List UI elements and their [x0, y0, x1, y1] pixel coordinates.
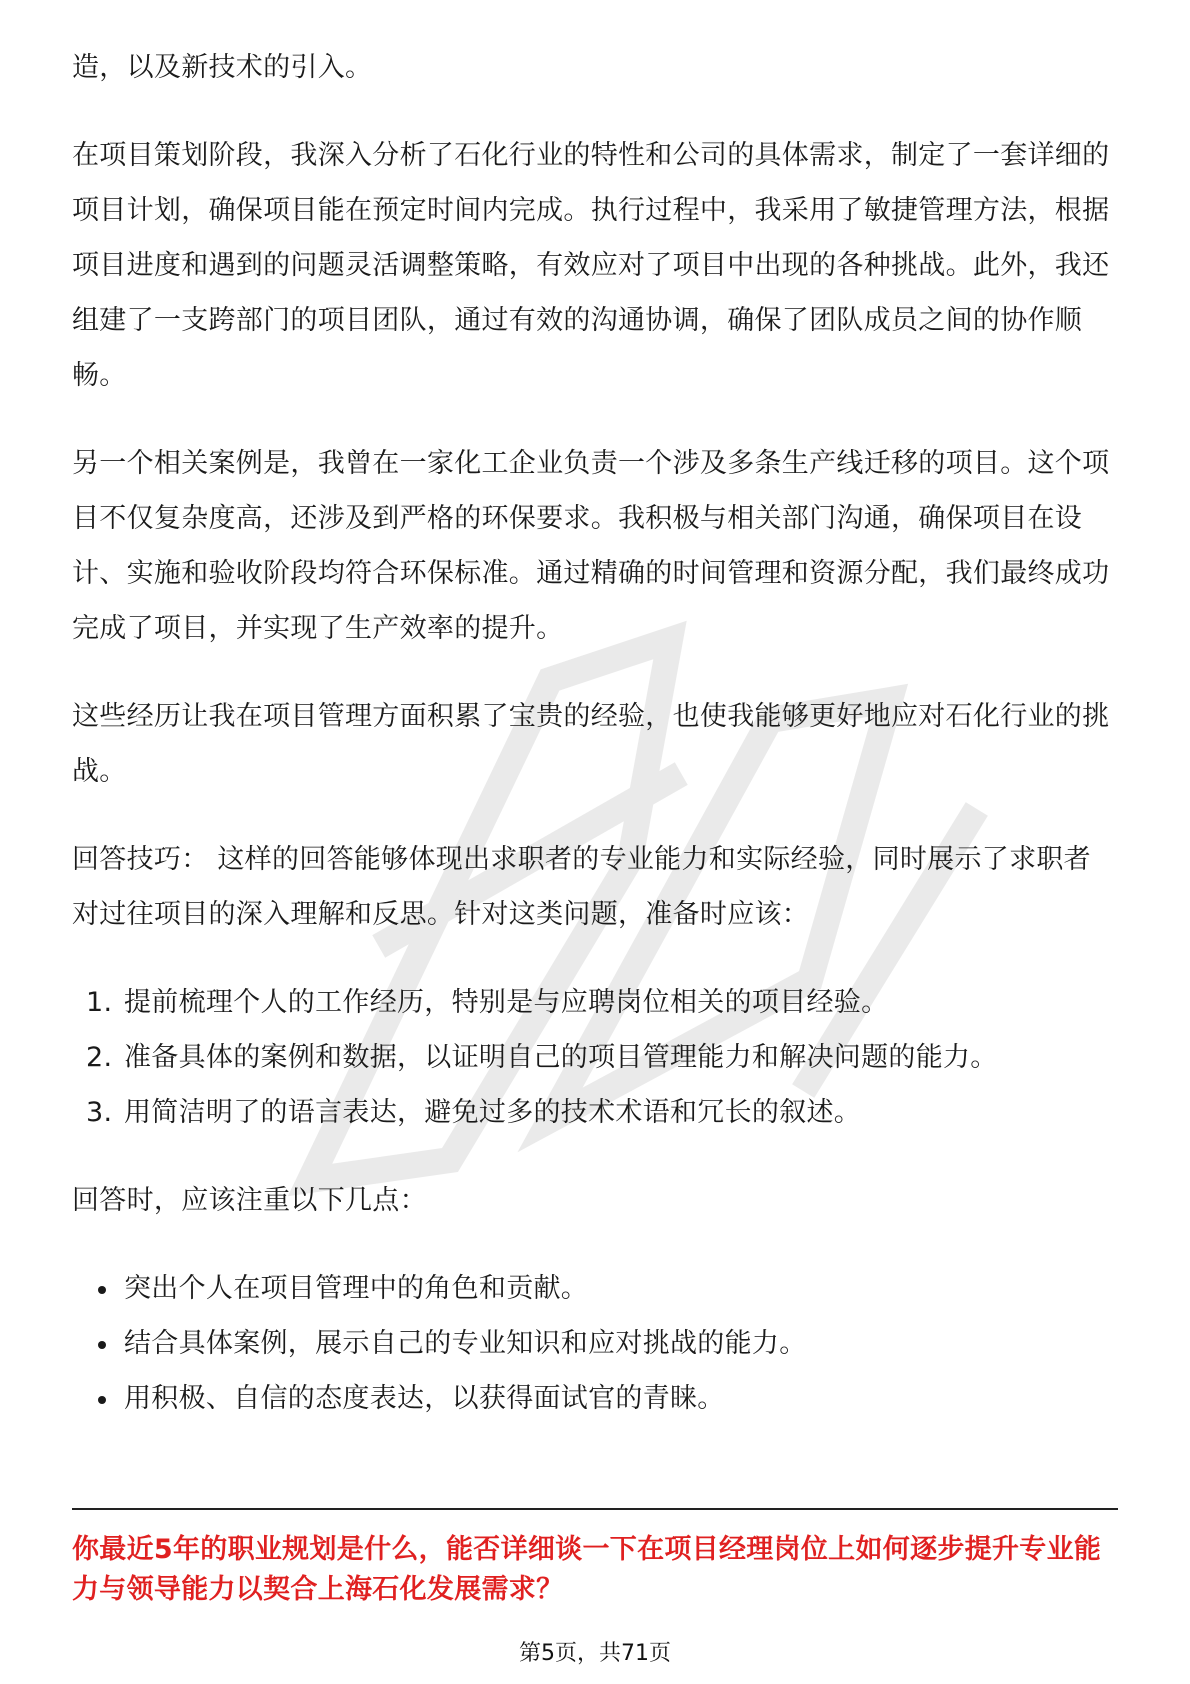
paragraph: 造，以及新技术的引入。 — [72, 52, 373, 83]
list-number: 3. — [86, 1097, 113, 1128]
list-item — [72, 975, 1118, 1030]
bullet-icon — [98, 1286, 106, 1294]
list-item-text: 准备具体的案例和数据，以证明自己的项目管理能力和解决问题的能力。 — [124, 1042, 998, 1073]
points-list — [72, 1261, 1118, 1426]
list-item-text: 提前梳理个人的工作经历，特别是与应聘岗位相关的项目经验。 — [124, 987, 889, 1018]
list-item — [72, 1085, 1118, 1140]
list-item-text: 结合具体案例，展示自己的专业知识和应对挑战的能力。 — [124, 1328, 807, 1359]
list-item — [72, 1030, 1118, 1085]
bullet-icon — [98, 1396, 106, 1404]
tips-intro: 回答技巧： 这样的回答能够体现出求职者的专业能力和实际经验，同时展示了求职者对过往项目的深入理解和反思。针对这类问题，准备时应该： — [72, 844, 1091, 930]
list-item — [72, 1261, 1118, 1316]
bullet-icon — [98, 1341, 106, 1349]
list-item-text: 用积极、自信的态度表达，以获得面试官的青睐。 — [124, 1383, 725, 1414]
list-item-text: 用简洁明了的语言表达，避免过多的技术术语和冗长的叙述。 — [124, 1097, 862, 1128]
list-item — [72, 1316, 1118, 1371]
list-item — [72, 1371, 1118, 1426]
section-divider — [72, 1508, 1118, 1510]
list-number: 2. — [86, 1042, 113, 1073]
paragraph: 在项目策划阶段，我深入分析了石化行业的特性和公司的具体需求，制定了一套详细的项目计划，确保项目能在预定时间内完成。执行过程中，我采用了敏捷管理方法，根据项目进度和遇到的问题灵活调整策略，有效应对了项目中出现的各种挑战。此外，我还组建了一支跨部门的项目团队，通过有效的沟通协调，确保了团队成员之间的协作顺畅。 — [72, 140, 1110, 391]
next-question-heading: 你最近5年的职业规划是什么，能否详细谈一下在项目经理岗位上如何逐步提升专业能力与领导能力以契合上海石化发展需求？ — [72, 1534, 1102, 1605]
paragraph: 这些经历让我在项目管理方面积累了宝贵的经验，也使我能够更好地应对石化行业的挑战。 — [72, 701, 1110, 787]
list-item-text: 突出个人在项目管理中的角色和贡献。 — [124, 1273, 589, 1304]
tips-list — [72, 975, 1118, 1140]
page-footer: 第5页，共71页 — [519, 1641, 671, 1666]
list-number: 1. — [86, 987, 113, 1018]
paragraph: 另一个相关案例是，我曾在一家化工企业负责一个涉及多条生产线迁移的项目。这个项目不仅复杂度高，还涉及到严格的环保要求。我积极与相关部门沟通，确保项目在设计、实施和验收阶段均符合环保标准。通过精确的时间管理和资源分配，我们最终成功完成了项目，并实现了生产效率的提升。 — [72, 448, 1110, 644]
document-body — [72, 40, 1118, 1459]
points-intro: 回答时，应该注重以下几点： — [72, 1185, 427, 1216]
